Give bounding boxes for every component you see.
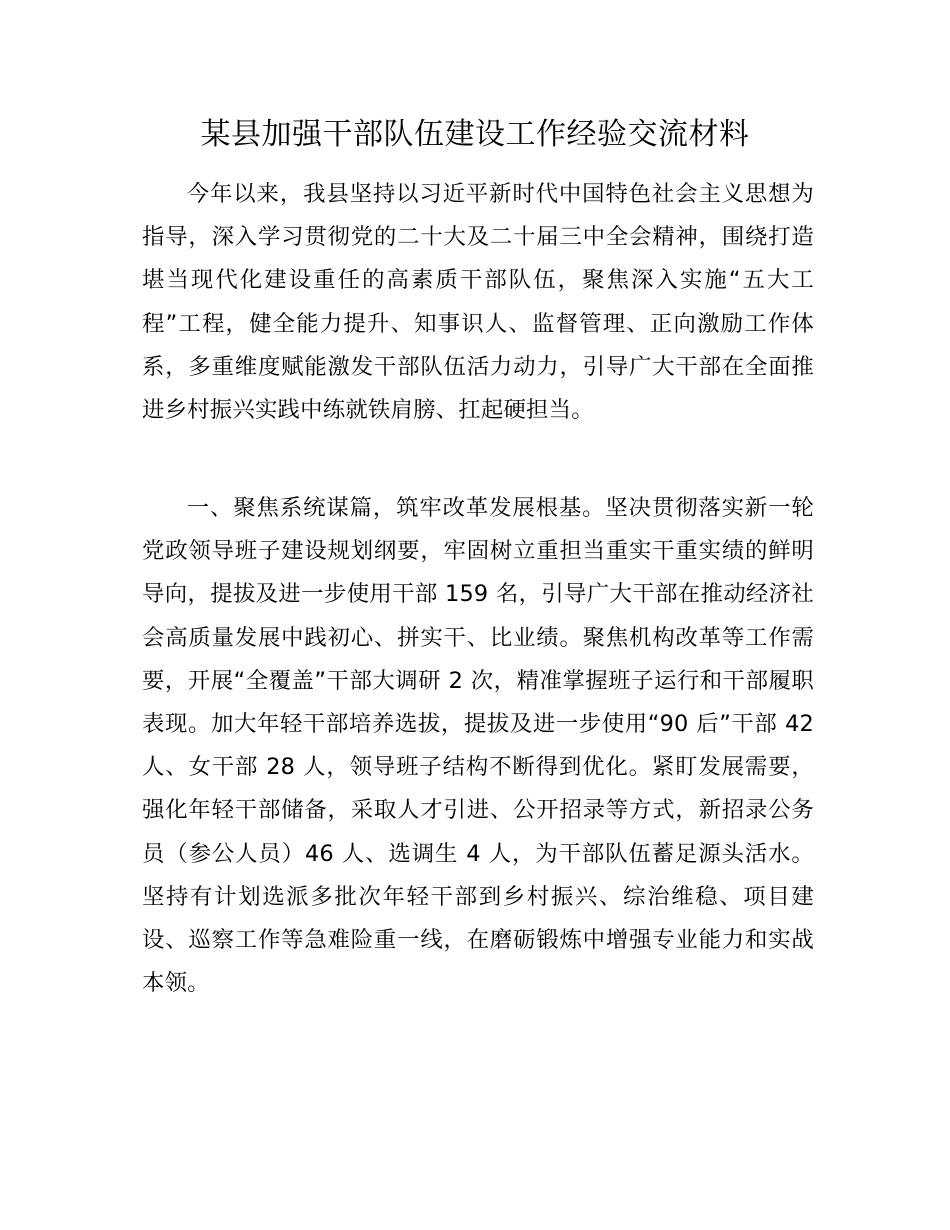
- paragraph-section-one: 一、聚焦系统谋篇，筑牢改革发展根基。坚决贯彻落实新一轮党政领导班子建设规划纲要，牢固树立重担当重实干重实绩的鲜明导向，提拔及进一步使用干部 159 名，引导广大干部在推动经济社会高质量发展中践初心、拼实干、比业绩。聚焦机构改革等工作需要，开展“全覆盖”干部大调研 2 次，精准掌握班子运行和干部履职表现。加大年轻干部培养选拔，提拔及进一步使用“90 后”干部 42 人、女干部 28 人，领导班子结构不断得到优化。紧盯发展需要，强化年轻干部储备，采取人才引进、公开招录等方式，新招录公务员（参公人员）46 人、选调生 4 人，为干部队伍蓄足源头活水。坚持有计划选派多批次年轻干部到乡村振兴、综治维稳、项目建设、巡察工作等急难险重一线，在磨砺锻炼中增强专业能力和实战本领。: [142, 495, 814, 997]
- document-title: 某县加强干部队伍建设工作经验交流材料: [200, 117, 750, 152]
- paragraph-intro: 今年以来，我县坚持以习近平新时代中国特色社会主义思想为指导，深入学习贯彻党的二十大及二十届三中全会精神，围绕打造堪当现代化建设重任的高素质干部队伍，聚焦深入实施“五大工程”工程，健全能力提升、知事识人、监督管理、正向激励工作体系，多重维度赋能激发干部队伍活力动力，引导广大干部在全面推进乡村振兴实践中练就铁肩膀、扛起硬担当。: [142, 181, 814, 424]
